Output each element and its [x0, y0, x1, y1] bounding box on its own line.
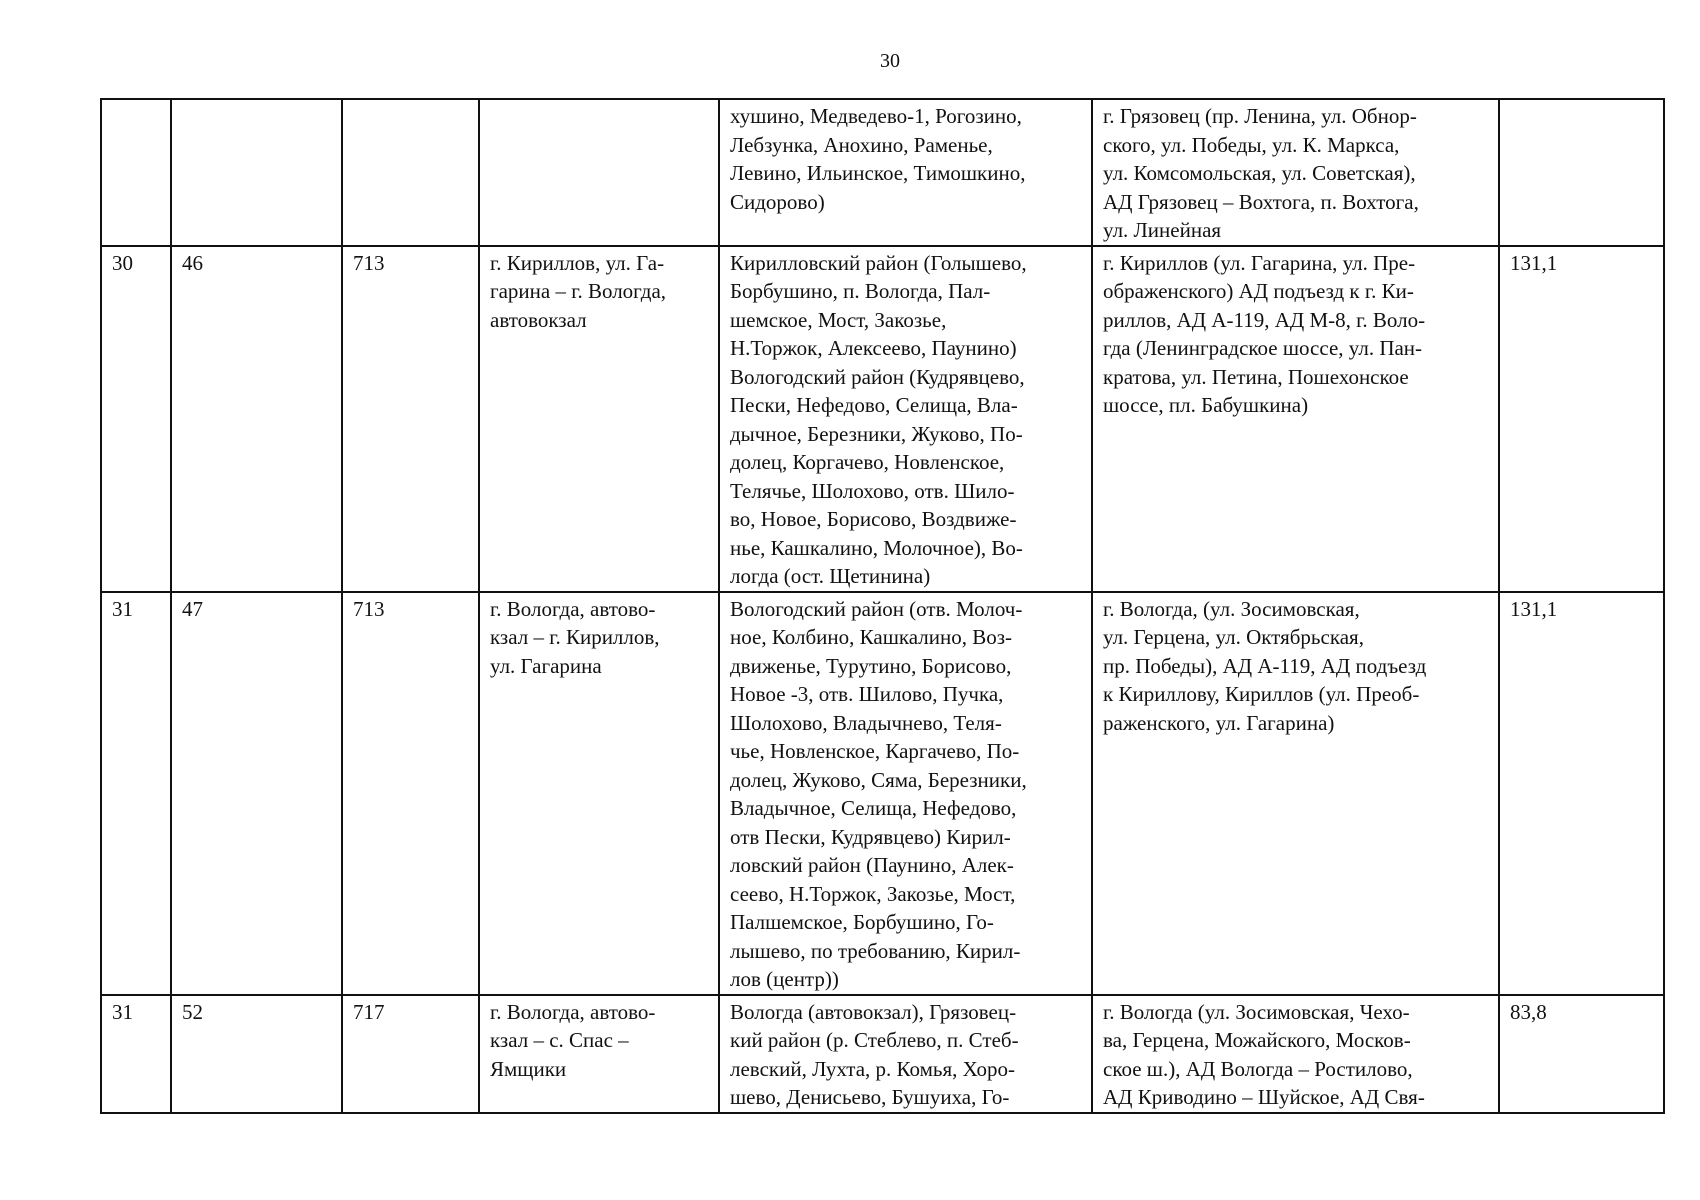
- route-number-cell: 46: [171, 246, 342, 592]
- distance-cell: [1499, 99, 1664, 246]
- table-row: [101, 99, 1664, 246]
- table-row: [101, 246, 1664, 592]
- route-name-cell: г. Кириллов, ул. Га- гарина – г. Вологда, автовокзал: [479, 246, 719, 592]
- route-number-cell: 47: [171, 592, 342, 995]
- route-name-cell: [479, 99, 719, 246]
- table-row: [101, 995, 1664, 1113]
- distance-cell: 131,1: [1499, 246, 1664, 592]
- registry-number-cell: [342, 99, 479, 246]
- registry-number-cell: 713: [342, 246, 479, 592]
- stops-cell: Вологодский район (отв. Молоч- ное, Колбино, Кашкалино, Воз- движенье, Турутино, Борисово, Новое -3, отв. Шилово, Пучка, Шолохово, Владычнево, Теля- чье, Новленское, Каргачево, По- долец, Жуково, Сяма, Березники, Владычное, Селища, Нефедово, отв Пески, Кудрявцево) Кирил- ловский район (Паунино, Алек- сеево, Н.Торжок, Закозье, Мост, Палшемское, Борбушино, Го- лышево, по требованию, Кирил- лов (центр)): [719, 592, 1092, 995]
- row-number-cell: 31: [101, 592, 171, 995]
- stops-cell: Кирилловский район (Голышево, Борбушино, п. Вологда, Пал- шемское, Мост, Закозье, Н.Торжок, Алексеево, Паунино) Вологодский район (Кудрявцево, Пески, Нефедово, Селища, Вла- дычное, Березники, Жуково, По- долец, Коргачево, Новленское, Телячье, Шолохово, отв. Шило- во, Новое, Борисово, Воздвиже- нье, Кашкалино, Молочное), Во- логда (ост. Щетинина): [719, 246, 1092, 592]
- routes-table: [100, 98, 1665, 1114]
- route-number-cell: [171, 99, 342, 246]
- registry-number-cell: 713: [342, 592, 479, 995]
- stops-cell: хушино, Медведево-1, Рогозино, Лебзунка, Анохино, Раменье, Левино, Ильинское, Тимошкино, Сидорово): [719, 99, 1092, 246]
- distance-cell: 131,1: [1499, 592, 1664, 995]
- row-number-cell: 30: [101, 246, 171, 592]
- streets-roads-cell: г. Кириллов (ул. Гагарина, ул. Пре- ображенского) АД подъезд к г. Ки- риллов, АД А-119, АД М-8, г. Воло- гда (Ленинградское шоссе, ул. Пан- кратова, ул. Петина, Пошехонское шоссе, пл. Бабушкина): [1092, 246, 1499, 592]
- row-number-cell: [101, 99, 171, 246]
- row-number-cell: 31: [101, 995, 171, 1113]
- table-row: [101, 592, 1664, 995]
- streets-roads-cell: г. Вологда, (ул. Зосимовская, ул. Герцена, ул. Октябрьская, пр. Победы), АД А-119, АД подъезд к Кириллову, Кириллов (ул. Преоб- раженского, ул. Гагарина): [1092, 592, 1499, 995]
- registry-number-cell: 717: [342, 995, 479, 1113]
- route-number-cell: 52: [171, 995, 342, 1113]
- stops-cell: Вологда (автовокзал), Грязовец- кий район (р. Стеблево, п. Стеб- левский, Лухта, р. Комья, Хоро- шево, Денисьево, Бушуиха, Го-: [719, 995, 1092, 1113]
- streets-roads-cell: г. Вологда (ул. Зосимовская, Чехо- ва, Герцена, Можайского, Москов- ское ш.), АД Вологда – Ростилово, АД Криводино – Шуйское, АД Свя-: [1092, 995, 1499, 1113]
- route-name-cell: г. Вологда, автово- кзал – с. Спас – Ямщики: [479, 995, 719, 1113]
- distance-cell: 83,8: [1499, 995, 1664, 1113]
- page-number: 30: [880, 50, 900, 72]
- streets-roads-cell: г. Грязовец (пр. Ленина, ул. Обнор- ского, ул. Победы, ул. К. Маркса, ул. Комсомольская, ул. Советская), АД Грязовец – Вохтога, п. Вохтога, ул. Линейная: [1092, 99, 1499, 246]
- route-name-cell: г. Вологда, автово- кзал – г. Кириллов, ул. Гагарина: [479, 592, 719, 995]
